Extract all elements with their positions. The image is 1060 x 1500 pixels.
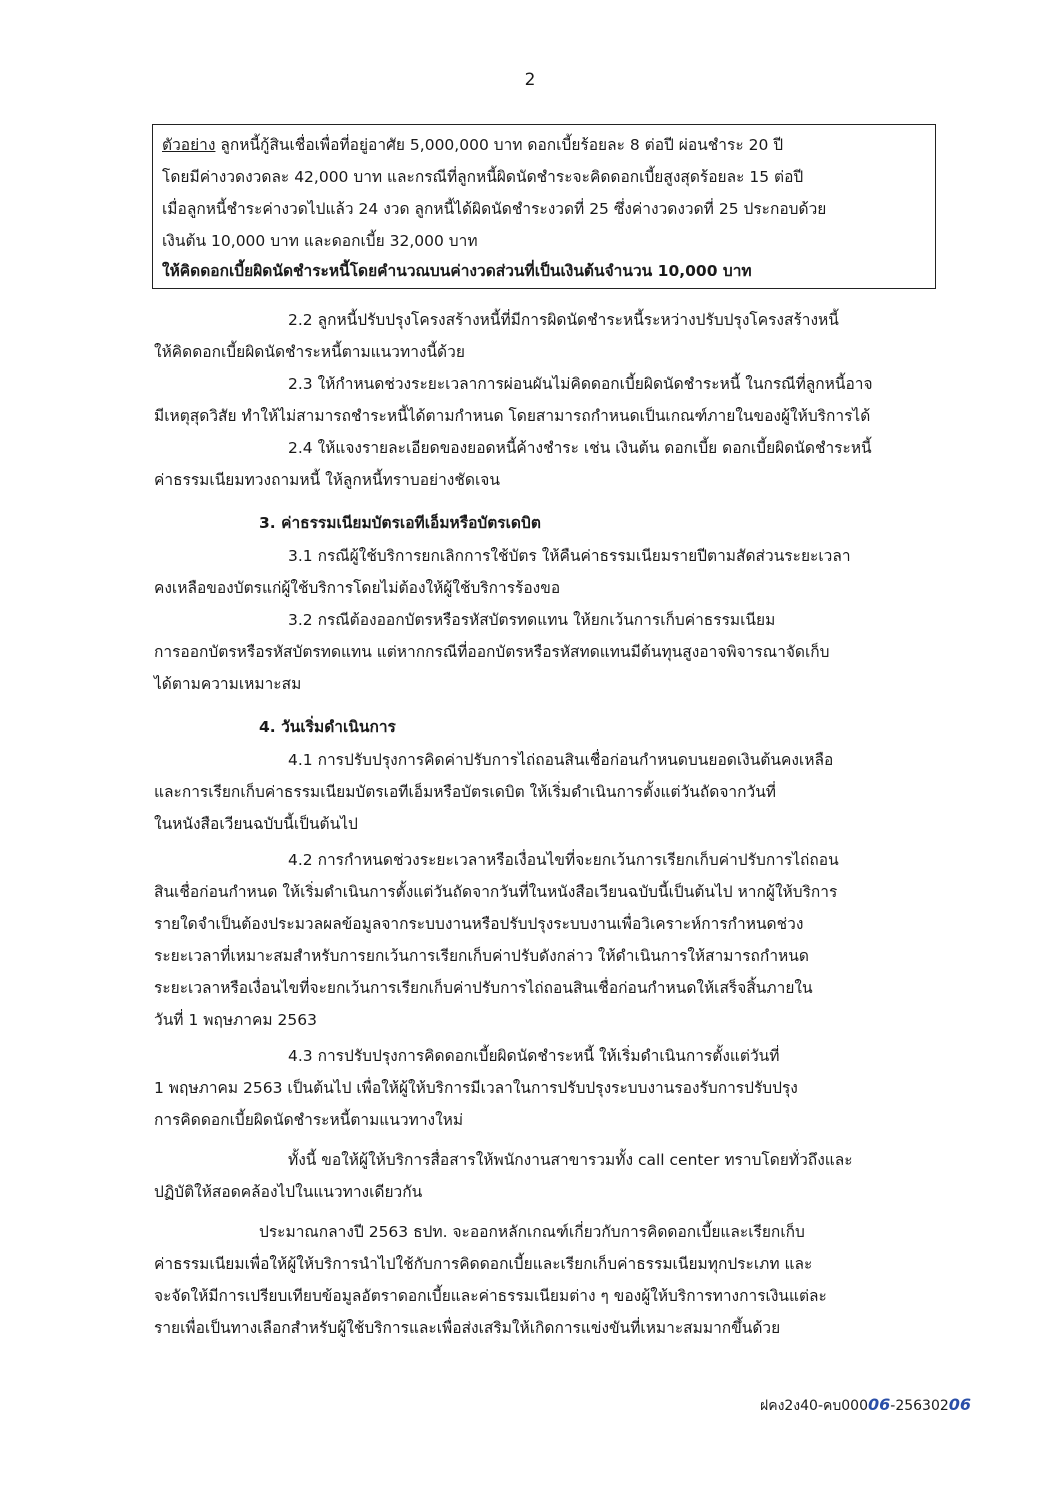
- heading-section-3: 3. ค่าธรรมเนียมบัตรเอทีเอ็มหรือบัตรเดบิต: [259, 514, 541, 532]
- para-4-2-line-2: สินเชื่อก่อนกำหนด ให้เริ่มดำเนินการตั้งแต่วันถัดจากวันที่ในหนังสือเวียนฉบับนี้เป็นต้นไป หากผู้ให้บริการ: [154, 883, 838, 901]
- para-3-1-line-1: 3.1 กรณีผู้ใช้บริการยกเลิกการใช้บัตร ให้คืนค่าธรรมเนียมรายปีตามสัดส่วนระยะเวลา: [288, 547, 851, 565]
- para-4-1-line-3: ในหนังสือเวียนฉบับนี้เป็นต้นไป: [154, 815, 358, 833]
- para-mid-year-line-3: จะจัดให้มีการเปรียบเทียบข้อมูลอัตราดอกเบี้ยและค่าธรรมเนียมต่าง ๆ ของผู้ให้บริการทางการเงินแต่ละ: [154, 1287, 827, 1305]
- para-4-2-line-1: 4.2 การกำหนดช่วงระยะเวลาหรือเงื่อนไขที่จะยกเว้นการเรียกเก็บค่าปรับการไถ่ถอน: [288, 851, 839, 869]
- example-line-5: ให้คิดดอกเบี้ยผิดนัดชำระหนี้โดยคำนวณบนค่างวดส่วนที่เป็นเงินต้นจำนวน 10,000 บาท: [162, 262, 752, 280]
- example-line-2: โดยมีค่างวดงวดละ 42,000 บาท และกรณีที่ลูกหนี้ผิดนัดชำระจะคิดดอกเบี้ยสูงสุดร้อยละ 15 ต่อปี: [162, 168, 804, 186]
- para-3-2-line-3: ได้ตามความเหมาะสม: [154, 675, 302, 693]
- example-line-4: เงินต้น 10,000 บาท และดอกเบี้ย 32,000 บาท: [162, 232, 478, 250]
- para-4-2-line-4: ระยะเวลาที่เหมาะสมสำหรับการยกเว้นการเรียกเก็บค่าปรับดังกล่าว ให้ดำเนินการให้สามารถกำหนด: [154, 947, 809, 965]
- para-4-3-line-1: 4.3 การปรับปรุงการคิดดอกเบี้ยผิดนัดชำระหนี้ ให้เริ่มดำเนินการตั้งแต่วันที่: [288, 1047, 780, 1065]
- para-4-1-line-2: และการเรียกเก็บค่าธรรมเนียมบัตรเอทีเอ็มหรือบัตรเดบิต ให้เริ่มดำเนินการตั้งแต่วันถัดจากวันที่: [154, 783, 777, 801]
- para-2-4-line-2: ค่าธรรมเนียมทวงถามหนี้ ให้ลูกหนี้ทราบอย่างชัดเจน: [154, 471, 500, 489]
- para-3-2-line-2: การออกบัตรหรือรหัสบัตรทดแทน แต่หากกรณีที่ออกบัตรหรือรหัสทดแทนมีต้นทุนสูงอาจพิจารณาจัดเก็บ: [154, 643, 830, 661]
- document-reference: ฝคง2ง40-คบ00006-25630206: [760, 1395, 972, 1414]
- para-4-2-line-3: รายใดจำเป็นต้องประมวลผลข้อมูลจากระบบงานหรือปรับปรุงระบบงานเพื่อวิเคราะห์การกำหนดช่วง: [154, 915, 804, 933]
- para-4-1-line-1: 4.1 การปรับปรุงการคิดค่าปรับการไถ่ถอนสินเชื่อก่อนกำหนดบนยอดเงินต้นคงเหลือ: [288, 751, 834, 769]
- para-4-2-line-5: ระยะเวลาหรือเงื่อนไขที่จะยกเว้นการเรียกเก็บค่าปรับการไถ่ถอนสินเชื่อก่อนกำหนดให้เสร็จสิ้นภายใน: [154, 979, 813, 997]
- handwritten-number-1: 06: [868, 1395, 891, 1414]
- para-2-3-line-2: มีเหตุสุดวิสัย ทำให้ไม่สามารถชำระหนี้ได้ตามกำหนด โดยสามารถกำหนดเป็นเกณฑ์ภายในของผู้ให้บริการได้: [154, 407, 871, 425]
- example-line-3: เมื่อลูกหนี้ชำระค่างวดไปแล้ว 24 งวด ลูกหนี้ได้ผิดนัดชำระงวดที่ 25 ซึ่งค่างวดงวดที่ 25 ประกอบด้วย: [162, 200, 827, 218]
- para-4-3-line-2: 1 พฤษภาคม 2563 เป็นต้นไป เพื่อให้ผู้ให้บริการมีเวลาในการปรับปรุงระบบงานรองรับการปรับปรุง: [154, 1079, 798, 1097]
- para-mid-year-line-2: ค่าธรรมเนียมเพื่อให้ผู้ให้บริการนำไปใช้กับการคิดดอกเบี้ยและเรียกเก็บค่าธรรมเนียมทุกประเภท และ: [154, 1255, 813, 1273]
- heading-section-4: 4. วันเริ่มดำเนินการ: [259, 718, 396, 736]
- para-mid-year-line-4: รายเพื่อเป็นทางเลือกสำหรับผู้ใช้บริการและเพื่อส่งเสริมให้เกิดการแข่งขันที่เหมาะสมมากขึ้นด้วย: [154, 1319, 781, 1337]
- handwritten-number-2: 06: [948, 1395, 972, 1414]
- example-line-1: ตัวอย่าง ลูกหนี้กู้สินเชื่อเพื่อที่อยู่อาศัย 5,000,000 บาท ดอกเบี้ยร้อยละ 8 ต่อปี ผ่อนชำระ 20 ปี: [162, 136, 784, 154]
- example-label: ตัวอย่าง: [162, 136, 216, 154]
- para-2-2-line-1: 2.2 ลูกหนี้ปรับปรุงโครงสร้างหนี้ที่มีการผิดนัดชำระหนี้ระหว่างปรับปรุงโครงสร้างหนี้: [288, 311, 839, 329]
- para-4-3-line-3: การคิดดอกเบี้ยผิดนัดชำระหนี้ตามแนวทางใหม่: [154, 1111, 464, 1129]
- para-mid-year-line-1: ประมาณกลางปี 2563 ธปท. จะออกหลักเกณฑ์เกี่ยวกับการคิดดอกเบี้ยและเรียกเก็บ: [259, 1223, 805, 1241]
- para-communicate-line-2: ปฏิบัติให้สอดคล้องไปในแนวทางเดียวกัน: [154, 1183, 423, 1201]
- para-2-2-line-2: ให้คิดดอกเบี้ยผิดนัดชำระหนี้ตามแนวทางนี้ด้วย: [154, 343, 465, 361]
- para-3-1-line-2: คงเหลือของบัตรแก่ผู้ใช้บริการโดยไม่ต้องให้ผู้ใช้บริการร้องขอ: [154, 579, 561, 597]
- para-3-2-line-1: 3.2 กรณีต้องออกบัตรหรือรหัสบัตรทดแทน ให้ยกเว้นการเก็บค่าธรรมเนียม: [288, 611, 776, 629]
- page-number: 2: [524, 70, 536, 90]
- para-2-4-line-1: 2.4 ให้แจงรายละเอียดของยอดหนี้ค้างชำระ เช่น เงินต้น ดอกเบี้ย ดอกเบี้ยผิดนัดชำระหนี้: [288, 439, 872, 457]
- para-communicate-line-1: ทั้งนี้ ขอให้ผู้ให้บริการสื่อสารให้พนักงานสาขารวมทั้ง call center ทราบโดยทั่วถึงและ: [288, 1151, 853, 1169]
- para-2-3-line-1: 2.3 ให้กำหนดช่วงระยะเวลาการผ่อนผันไม่คิดดอกเบี้ยผิดนัดชำระหนี้ ในกรณีที่ลูกหนี้อาจ: [288, 375, 873, 393]
- para-4-2-line-6: วันที่ 1 พฤษภาคม 2563: [154, 1011, 317, 1029]
